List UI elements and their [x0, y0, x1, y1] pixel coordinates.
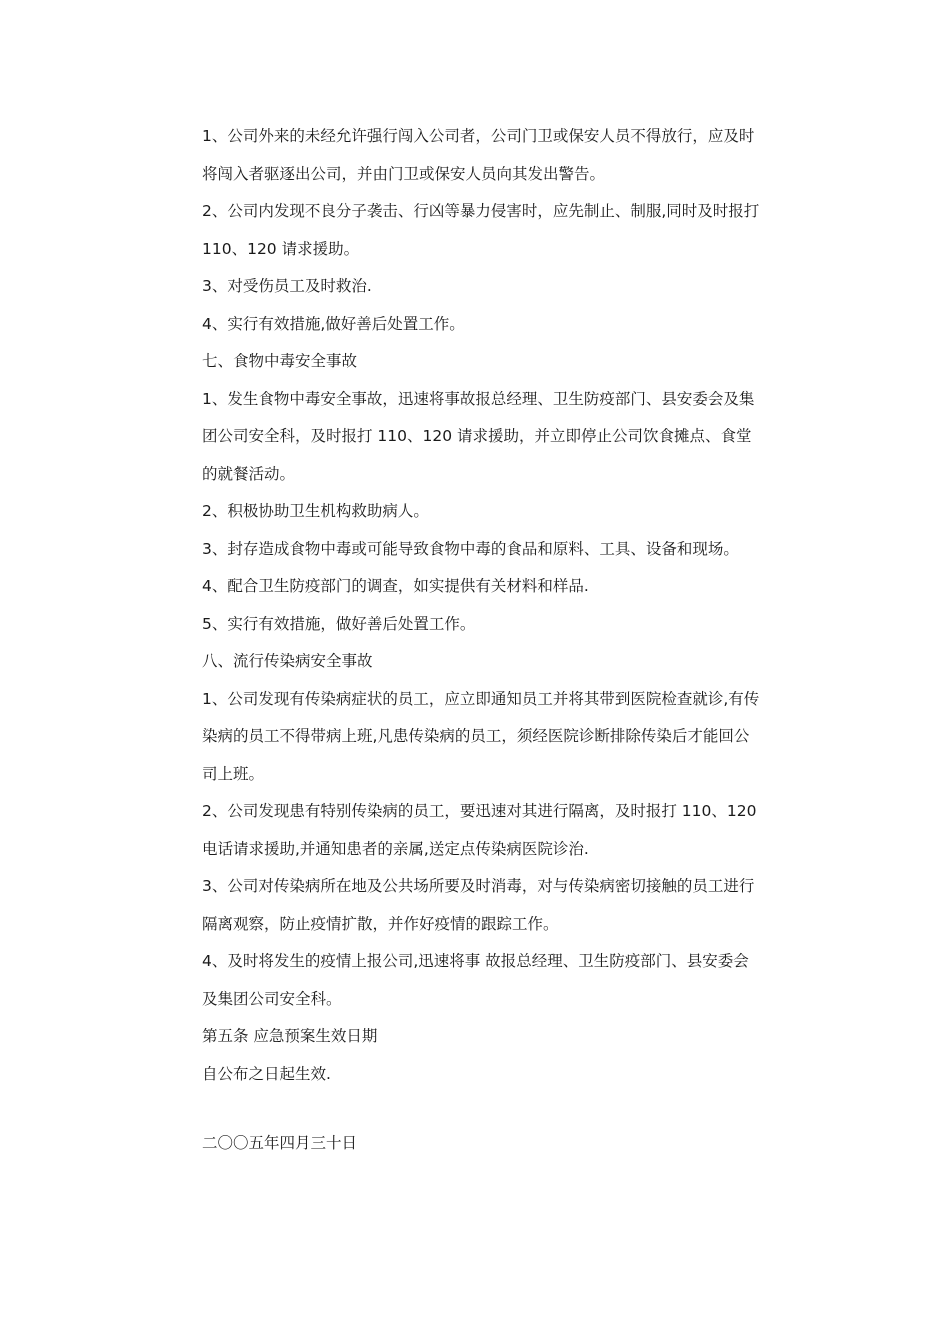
section-heading-food-poisoning: 七、食物中毒安全事故	[202, 352, 358, 370]
text-line-22: 隔离观察，防止疫情扩散，并作好疫情的跟踪工作。	[202, 914, 559, 933]
text-line-5: 3、对受伤员工及时救治.	[202, 277, 372, 295]
text-line-12: 3、封存造成食物中毒或可能导致食物中毒的食品和原料、工具、设备和现场。	[202, 539, 739, 558]
text-line-1: 1、公司外来的未经允许强行闯入公司者，公司门卫或保安人员不得放行，应及时	[202, 127, 755, 145]
text-line-8: 1、发生食物中毒安全事故，迅速将事故报总经理、卫生防疫部门、县安委会及集	[202, 389, 755, 408]
text-line-3: 2、公司内发现不良分子袭击、行凶等暴力侵害时，应先制止、制服,同时及时报打	[202, 202, 760, 220]
text-line-13: 4、配合卫生防疫部门的调查，如实提供有关材料和样品.	[202, 577, 589, 595]
article-heading-effective-date: 第五条 应急预案生效日期	[202, 1027, 378, 1045]
text-line-14: 5、实行有效措施，做好善后处置工作。	[202, 614, 476, 633]
text-line-17: 染病的员工不得带病上班,凡患传染病的员工，须经医院诊断排除传染后才能回公	[202, 727, 750, 745]
text-line-2: 将闯入者驱逐出公司，并由门卫或保安人员向其发出警告。	[202, 164, 606, 183]
text-line-10: 的就餐活动。	[202, 464, 296, 483]
text-line-18: 司上班。	[202, 764, 265, 783]
text-line-4: 110、120 请求援助。	[202, 239, 360, 258]
text-line-26: 自公布之日起生效.	[202, 1064, 331, 1083]
text-line-19: 2、公司发现患有特别传染病的员工，要迅速对其进行隔离，及时报打 110、120	[202, 802, 757, 820]
blank-line	[202, 1094, 807, 1126]
text-line-21: 3、公司对传染病所在地及公共场所要及时消毒，对与传染病密切接触的员工进行	[202, 877, 755, 895]
text-line-23: 4、及时将发生的疫情上报公司,迅速将事 故报总经理、卫生防疫部门、县安委会	[202, 952, 749, 970]
section-heading-epidemic: 八、流行传染病安全事故	[202, 652, 373, 670]
text-line-20: 电话请求援助,并通知患者的亲属,送定点传染病医院诊治.	[202, 839, 589, 858]
text-line-9: 团公司安全科，及时报打 110、120 请求援助，并立即停止公司饮食摊点、食堂	[202, 427, 752, 445]
document-body	[202, 119, 807, 1164]
document-date: 二〇〇五年四月三十日	[202, 1134, 358, 1152]
text-line-24: 及集团公司安全科。	[202, 989, 342, 1008]
text-line-16: 1、公司发现有传染病症状的员工，应立即通知员工并将其带到医院检查就诊,有传	[202, 689, 760, 708]
text-line-11: 2、积极协助卫生机构救助病人。	[202, 502, 429, 520]
text-line-6: 4、实行有效措施,做好善后处置工作。	[202, 314, 465, 333]
